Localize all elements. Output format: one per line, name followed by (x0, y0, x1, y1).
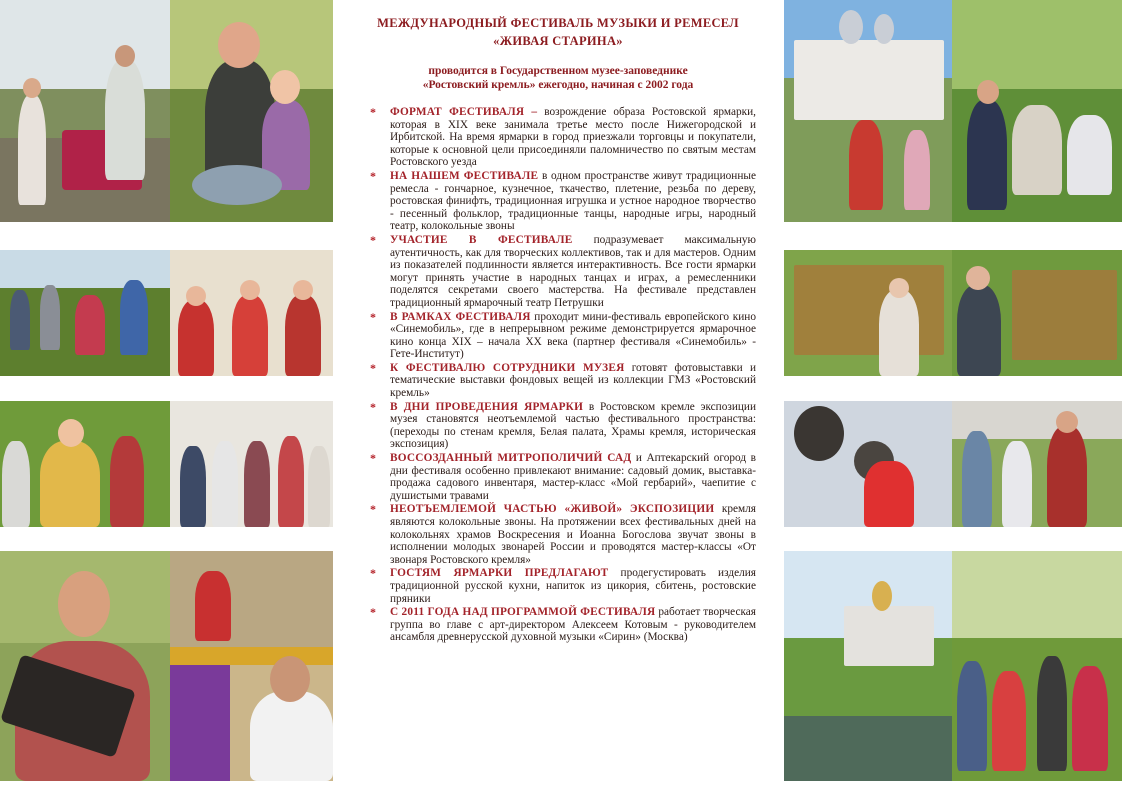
item-heading: В ДНИ ПРОВЕДЕНИЯ ЯРМАРКИ (390, 400, 584, 413)
list-item (370, 606, 756, 644)
festival-feature-list (360, 106, 756, 644)
item-heading: В РАМКАХ ФЕСТИВАЛЯ (390, 310, 531, 323)
list-item (370, 503, 756, 566)
photo-kremlin-pond (784, 551, 952, 781)
item-heading: ГОСТЯМ ЯРМАРКИ ПРЕДЛАГАЮТ (390, 567, 609, 580)
item-body: в Ростовском кремле экспозиции музея становятся неотъемлемой частью фестивального пространства: (переходы по стенам кремля, Белая палата, Храмы кремля, историческая экспозиция) (390, 400, 756, 451)
bullet-asterisk: * (370, 502, 376, 517)
item-body: в одном пространстве живут традиционные ремесла - гончарное, кузнечное, ткачество, плетение, резьба по дереву, ростовская финифть, традиционная игрушка и устное народное творчество - песенный фольклор, традиционные танцы, народные игры, народный театр, колокольные звоны (390, 169, 756, 233)
festival-subtitle-line2: «Ростовский кремль» ежегодно, начиная с 2002 года (422, 79, 694, 91)
festival-title-line2: «ЖИВАЯ СТАРИНА» (493, 34, 623, 48)
list-item (370, 452, 756, 502)
item-body: подразумевает максимальную аутентичность, как для творческих коллективов, так и для мастеров. Одним из показателей подлинности является интерактивность. Все гости ярмарки могут принять участие в народных танцах и играх, а ремесленники поделятся секретами своего мастерства. На фестивале представлен традиционный ярмарочный театр Петрушки (390, 233, 756, 309)
bullet-asterisk: * (370, 605, 376, 620)
festival-subtitle (360, 64, 756, 92)
bullet-asterisk: * (370, 360, 376, 375)
bullet-asterisk: * (370, 309, 376, 324)
photo-group-courtyard (170, 401, 333, 527)
photo-accordion-player (0, 551, 170, 781)
photo-crafts-fair (0, 0, 170, 222)
item-heading: ФОРМАТ ФЕСТИВАЛЯ – (390, 106, 538, 118)
festival-title (360, 14, 756, 50)
photo-pottery-wheel (170, 0, 333, 222)
list-item (370, 401, 756, 451)
item-body: кремля являются колокольные звоны. На протяжении всех фестивальных дней на колокольнях храмов Воскресения и Иоанна Богослова звучат звоны в исполнении молодых звонарей России и проводятся мастер-классы «От звонаря Ростовского кремля» (390, 503, 757, 566)
photo-kremlin-churches (784, 0, 952, 222)
item-heading: НА НАШЕМ ФЕСТИВАЛЕ (390, 169, 539, 182)
photo-weaving-loom (784, 250, 952, 376)
photo-weaving-elder (952, 250, 1122, 376)
festival-subtitle-line1: проводится в Государственном музее-заповеднике (428, 65, 688, 77)
photo-puppet-theatre (170, 551, 333, 781)
festival-title-line1: МЕЖДУНАРОДНЫЙ ФЕСТИВАЛЬ МУЗЫКИ И РЕМЕСЕЛ (377, 16, 739, 30)
item-heading: С 2011 ГОДА НАД ПРОГРАММОЙ ФЕСТИВАЛЯ (390, 606, 656, 619)
item-body: проходит мини-фестиваль европейского кино «Синемобиль», где в непрерывном режиме демонстрируется ярмарочное кино конца XIX – начала XX века (партнер фестиваля «Синемобиль» - Гете-Институт) (390, 310, 757, 361)
list-item (370, 234, 756, 310)
photo-singing-women (170, 250, 333, 376)
item-heading: НЕОТЪЕМЛЕМОЙ ЧАСТЬЮ «ЖИВОЙ» ЭКСПОЗИЦИИ (390, 503, 715, 516)
item-body: продегустировать изделия традиционной русской кухни, напиток из цикория, сбитень, ростовские пряники (390, 567, 756, 605)
item-body: возрождение образа Ростовской ярмарки, которая в XIX веке занимала третье место после Нижегородской и Ирбитской. На время ярмарки в город приезжали торговцы и покупатели, которые к основной цели присоединяли паломничество по святым местам Ростовского уезда (390, 106, 756, 169)
bullet-asterisk: * (370, 451, 376, 466)
photo-cossack-musicians (952, 0, 1122, 222)
item-heading: К ФЕСТИВАЛЮ СОТРУДНИКИ МУЗЕЯ (390, 361, 625, 374)
bullet-asterisk: * (370, 399, 376, 414)
list-item (370, 311, 756, 361)
photo-dancers-garden (952, 551, 1122, 781)
photo-archery-children (952, 401, 1122, 527)
photo-singer-yellow-dress (0, 401, 170, 527)
item-body: готовят фотовыставки и тематические выставки фондовых вещей из коллекции ГМЗ «Ростовский кремль» (390, 361, 757, 400)
list-item (370, 567, 756, 605)
bullet-asterisk: * (370, 168, 376, 183)
bullet-asterisk: * (370, 566, 376, 581)
photo-bell-ringer (784, 401, 952, 527)
festival-description-panel (360, 10, 756, 785)
item-heading: ВОССОЗДАННЫЙ МИТРОПОЛИЧИЙ САД (390, 452, 632, 465)
list-item (370, 170, 756, 233)
bullet-asterisk: * (370, 232, 376, 247)
item-heading: УЧАСТИЕ В ФЕСТИВАЛЕ (390, 233, 573, 246)
photo-folk-dance-park (0, 250, 170, 376)
item-body: и Аптекарский огород в дни фестиваля особенно привлекают внимание: садовый домик, выставка-продажа садового инвентаря, мастер-класс «Мой гербарий», чаепитие с душистыми травами (390, 452, 756, 502)
bullet-asterisk: * (370, 105, 376, 119)
item-body: работает творческая группа во главе с арт-директором Алексеем Котовым - руководителем ансамбля древнерусской духовной музыки «Сирин» (Москва) (390, 606, 756, 644)
list-item (370, 106, 756, 169)
list-item (370, 362, 756, 400)
